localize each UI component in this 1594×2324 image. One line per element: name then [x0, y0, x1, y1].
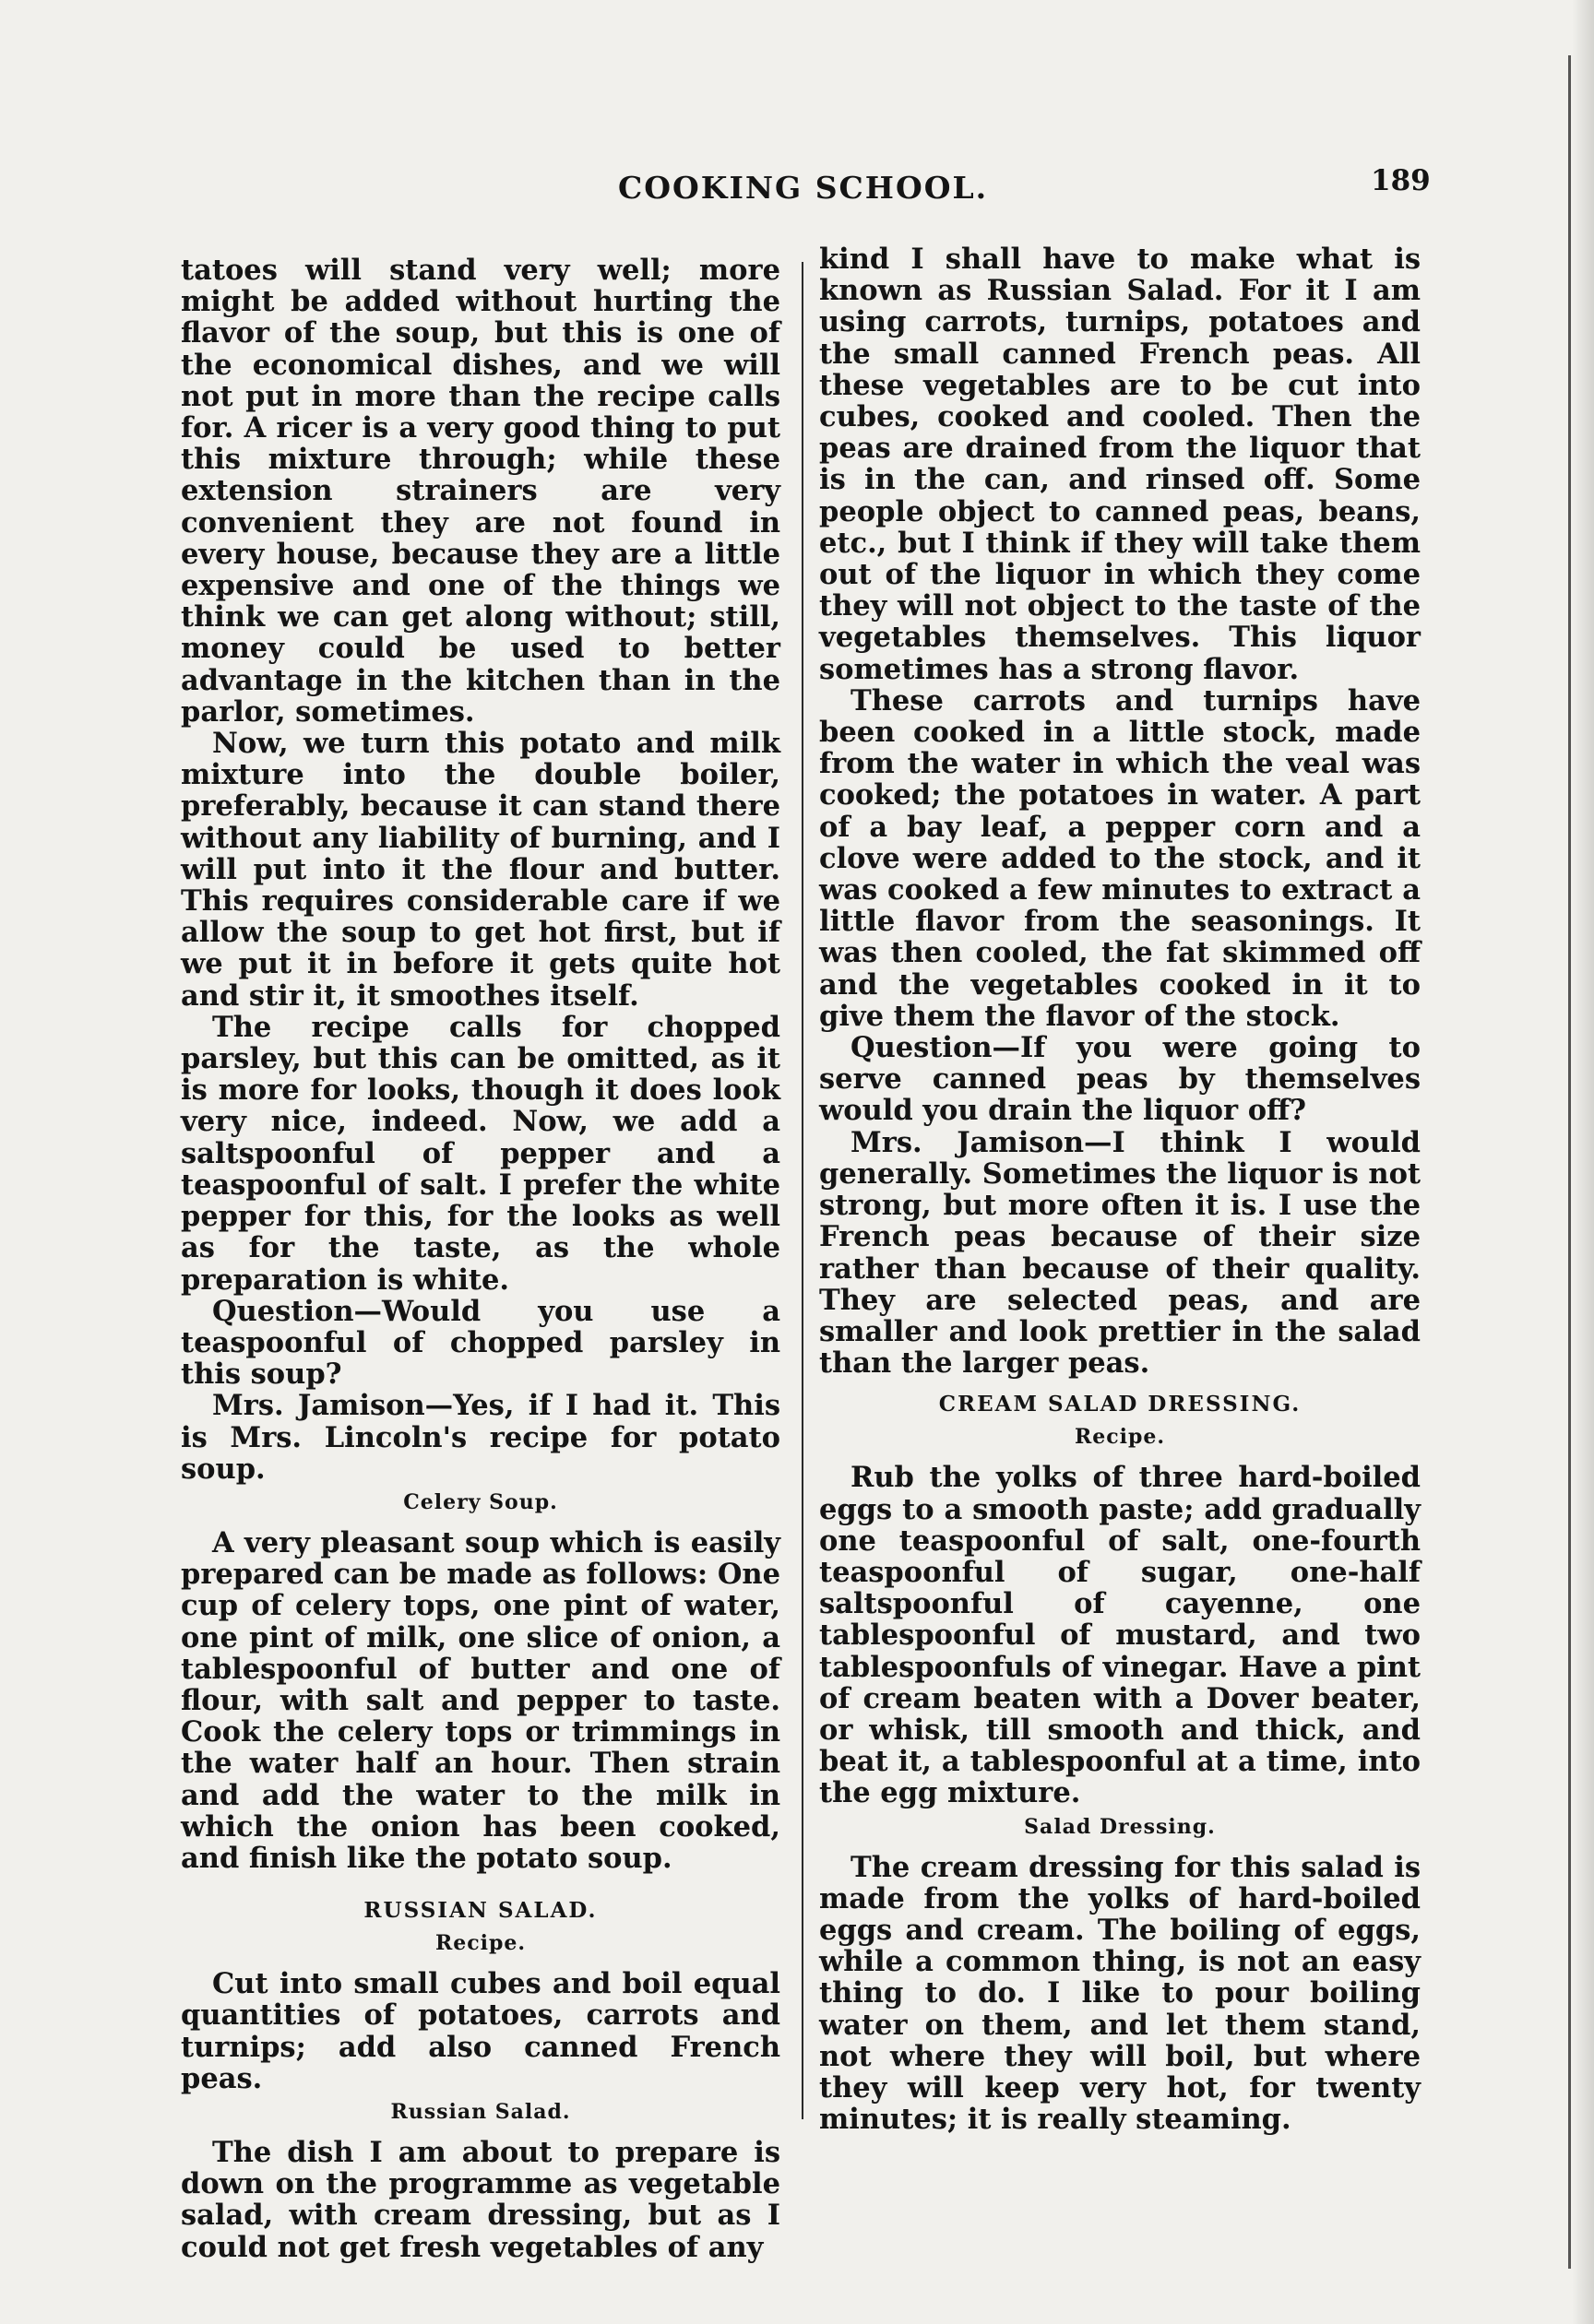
page-binding-edge [1568, 55, 1571, 2269]
paragraph: Question—Would you use a teaspoonful of chopped parsley in this soup? [181, 1294, 780, 1392]
paragraph: Now, we turn this potato and milk mixture into the double boiler, preferably, because it can stand there without any liability of burning, and I will put into it the flour and butter. This requires considerable care if we allow the soup to get hot first, but if we put it in before it gets quite hot and stir it, it smoothes itself. [181, 727, 780, 1013]
section-heading-cream-salad-dressing: CREAM SALAD DRESSING. [938, 1392, 1302, 1417]
left-column [181, 255, 780, 2263]
paragraph: kind I shall have to make what is known as Russian Salad. For it I am using carrots, turnips, potatoes and the small canned French peas. All these vegetables are to be cut into cubes, cooked and cooled. Then the peas are drained from the liquor that is in the can, and rinsed off. Some people object to canned peas, beans, etc., but I think if they will take them out of the liquor in which they come they will not object to the taste of the vegetables themselves. This liquor sometimes has a strong flavor. [819, 243, 1421, 686]
paragraph: Rub the yolks of three hard-boiled eggs to a smooth paste; add gradually one teaspoonful of salt, one-fourth teaspoonful of sugar, one-half saltspoonful of cayenne, one tablespoonful of mustard, and two tablespoonfuls of vinegar. Have a pint of cream beaten with a Dover beater, or whisk, till smooth and thick, and beat it, a tablespoonful at a time, into the egg mixture. [819, 1461, 1421, 1810]
running-header: COOKING SCHOOL. [618, 170, 989, 206]
paragraph: These carrots and turnips have been cooked in a little stock, made from the water in which the veal was cooked; the potatoes in water. A part of a bay leaf, a pepper corn and a clove were added to the stock, and it was cooked a few minutes to extract a little flavor from the seasonings. It was then cooled, the fat skimmed off and the vegetables cooked in it to give them the flavor of the stock. [819, 683, 1421, 1033]
paragraph: The recipe calls for chopped parsley, but this can be omitted, as it is more for looks, though it does look very nice, indeed. Now, we add a saltspoonful of pepper and a teaspoonful of salt. I prefer the white pepper for this, for the looks as well as for the taste, as the whole preparation is white. [181, 1010, 780, 1297]
paragraph: Cut into small cubes and boil equal quantities of potatoes, carrots and turnips; add also canned French peas. [181, 1967, 780, 2095]
paragraph: Mrs. Jamison—Yes, if I had it. This is Mrs. Lincoln's recipe for potato soup. [181, 1389, 780, 1486]
paragraph: The dish I am about to prepare is down on the programme as vegetable salad, with cream dressing, but as I could not get fresh vegetables of any [181, 2135, 780, 2264]
recipe-subheading: Recipe. [434, 1931, 527, 1956]
recipe-subheading: Recipe. [1074, 1425, 1166, 1450]
section-heading-celery-soup: Celery Soup. [403, 1489, 558, 1514]
column-divider [802, 262, 803, 2119]
paragraph: A very pleasant soup which is easily prepared can be made as follows: One cup of celery tops, one pint of water, one pint of milk, one slice of onion, a tablespoonful of butter and one of flour, with salt and pepper to taste. Cook the celery tops or trimmings in the water half an hour. Then strain and add the water to the milk in which the onion has been cooked, and finish like the potato soup. [181, 1525, 780, 1875]
paragraph: The cream dressing for this salad is made from the yolks of hard-boiled eggs and cream. The boiling of eggs, while a common thing, is not an easy thing to do. I like to pour boiling water on them, and let them stand, not where they will boil, but where they will keep very hot, for twenty minutes; it is really steaming. [819, 1850, 1421, 2137]
right-column [819, 243, 1421, 2135]
page-number: 189 [1371, 164, 1431, 197]
page-edge-shadow [1572, 0, 1594, 2324]
section-heading-russian-salad-sub: Russian Salad. [390, 2099, 571, 2124]
paragraph: Question—If you were going to serve canned peas by themselves would you drain the liquor off? [819, 1031, 1421, 1128]
paragraph: Mrs. Jamison—I think I would generally. Sometimes the liquor is not strong, but more often it is. I use the French peas because of their size rather than because of their quality. They are selected peas, and are smaller and look prettier in the salad than the larger peas. [819, 1125, 1421, 1381]
paragraph: tatoes will stand very well; more might be added without hurting the flavor of the soup, but this is one of the economical dishes, and we will not put in more than the recipe calls for. A ricer is a very good thing to put this mixture through; while these extension strainers are very convenient they are not found in every house, because they are a little expensive and one of the things we think we can get along without; still, money could be used to better advantage in the kitchen than in the parlor, sometimes. [181, 254, 780, 729]
section-heading-salad-dressing: Salad Dressing. [1024, 1814, 1216, 1839]
section-heading-russian-salad: RUSSIAN SALAD. [363, 1898, 598, 1924]
